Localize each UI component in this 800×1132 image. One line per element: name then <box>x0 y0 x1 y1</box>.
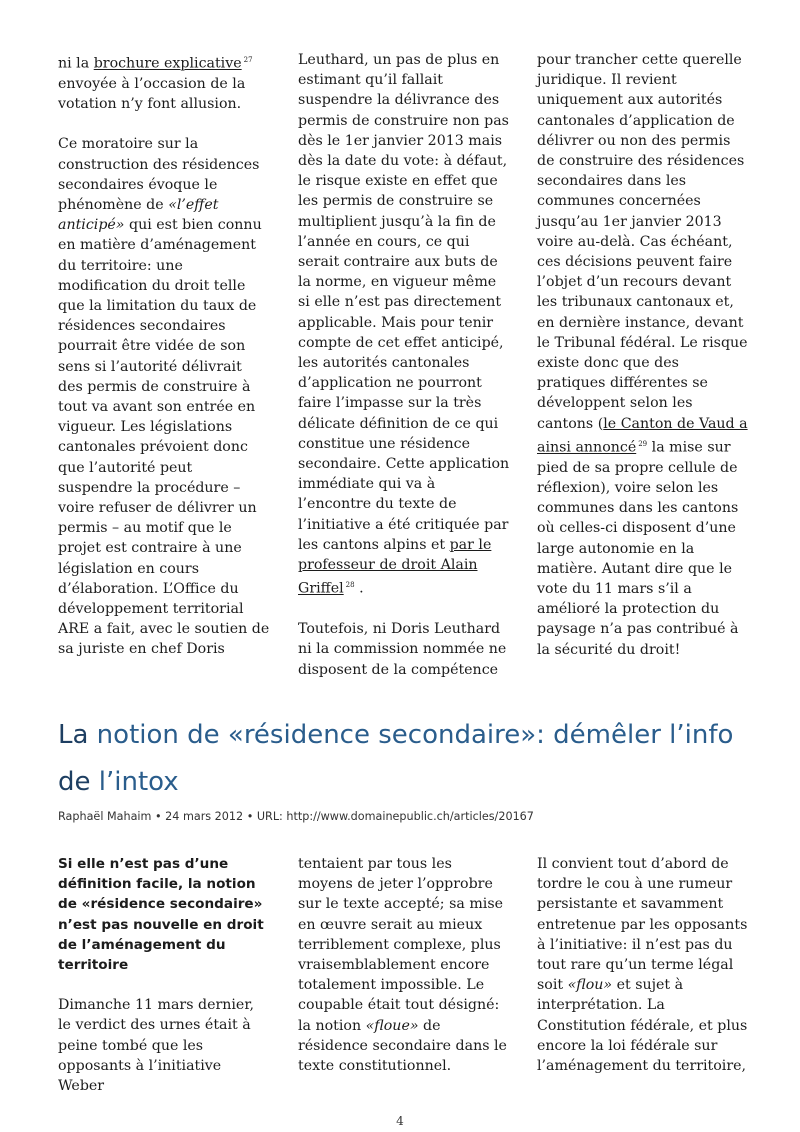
text: qui est bien connu en matière d’aménagement du territoire: une modification du droit telle que la limitation du taux de résidences secondaires pourrait être vidée de son sens si l’autorité délivrait des permis de construire à tout va avant son entrée en vigueur. Les législations cantonales prévoient donc que l’autorité peut suspendre la procédure – voire refuser de délivrer un permis – au motif que le projet est contraire à une législation en cours d’élaboration. L’Office du développement territorial ARE a fait, avec le soutien de sa juriste en chef Doris <box>58 217 270 658</box>
paragraph <box>58 50 270 114</box>
continued-column-2 <box>298 50 510 680</box>
article-title <box>58 712 758 806</box>
text: Ce moratoire sur la construction des résidences secondaires évoque le phénomène de <box>58 136 260 213</box>
text: Leuthard, un pas de plus en estimant qu’il fallait suspendre la délivrance des permis de construire non pas dès le 1er janvier 2013 mais dès la date du vote: à défaut, le risque existe en effet que les permis de construire se multiplient jusqu’à la fin de l’année en cours, ce qui serait contraire aux buts de la norme, en vigueur même si elle n’est pas directement applicable. Mais pour tenir compte de cet effet anticipé, les autorités cantonales d’application ne pourront faire l’impasse sur la très délicate définition de ce qui constitue une résidence secondaire. Cette application immédiate qui va à l’encontre du texte de l’initiative a été critiquée par les cantons alpins et <box>298 52 510 553</box>
text: pour trancher cette querelle juridique. Il revient uniquement aux autorités cantonales d’application de délivrer ou non des permis de construire des résidences secondaires dans les communes concernées jusqu’au 1er janvier 2013 voire au-delà. Cas échéant, ces décisions peuvent faire l’objet d’un recours devant les tribunaux cantonaux et, en dernière instance, devant le Tribunal fédéral. Le risque existe donc que des pratiques différentes se développent selon les cantons ( <box>537 52 748 432</box>
article-meta: Raphaël Mahaim • 24 mars 2012 • URL: http://www.domainepublic.ch/articles/20167 <box>58 810 534 823</box>
footnote-ref-28[interactable]: 28 <box>345 581 355 590</box>
paragraph <box>298 854 510 1076</box>
text: Il convient tout d’abord de tordre le cou à une rumeur persistante et savamment entretenue par les opposants à l’initiative: il n’est pas du tout rare qu’un terme légal soit <box>537 856 748 994</box>
paragraph: Dimanche 11 mars dernier, le verdict des urnes était à peine tombé que les opposants à l’initiative Weber <box>58 997 255 1095</box>
article-column-3 <box>537 854 749 1076</box>
brochure-explicative-link[interactable]: brochure explicative <box>93 55 242 72</box>
title-part: La <box>58 720 89 750</box>
title-part: notion de «résidence secondaire»: démêler l’info <box>88 720 734 750</box>
professeur-griffel-link[interactable]: par le professeur de droit Alain Griffel <box>298 536 492 598</box>
text: de résidence secondaire dans le texte constitutionnel. <box>298 1017 507 1075</box>
page-number: 4 <box>396 1114 404 1128</box>
continued-column-1 <box>58 50 270 660</box>
paragraph <box>537 50 749 660</box>
emphasis: «l’effet anticipé» <box>58 196 219 234</box>
paragraph <box>298 50 510 599</box>
article-lead: Si elle n’est pas d’une définition facile, la notion de «résidence secondaire» n’est pas nouvelle en droit de l’aménagement du territoire <box>58 856 264 974</box>
title-part: de <box>58 767 91 797</box>
emphasis: «floue» <box>365 1017 419 1034</box>
text: et sujet à interprétation. La Constitution fédérale, et plus encore la loi fédérale sur l’aménagement du territoire, <box>537 977 748 1075</box>
text: . <box>354 581 364 598</box>
footnote-ref-29[interactable]: 29 <box>638 439 648 448</box>
paragraph <box>58 134 270 659</box>
text: tentaient par tous les moyens de jeter l’opprobre sur le texte accepté; sa mise en œuvre serait au mieux terriblement complexe, plus vraisemblablement encore totalement impossible. Le coupable était tout désigné: la notion <box>298 856 503 1034</box>
canton-vaud-link[interactable]: le Canton de Vaud a ainsi annoncé <box>537 415 748 456</box>
text: envoyée à l’occasion de la votation n’y font allusion. <box>58 75 246 113</box>
footnote-ref-27[interactable]: 27 <box>243 56 253 64</box>
article-column-2 <box>298 854 510 1076</box>
emphasis: «flou» <box>567 977 613 994</box>
article-column-1 <box>58 854 270 1096</box>
paragraph: Toutefois, ni Doris Leuthard ni la commission nommée ne disposent de la compétence <box>298 621 507 678</box>
text: ni la <box>58 55 94 72</box>
text: la mise sur pied de sa propre cellule de réflexion), voire selon les communes dans les cantons où celles-ci disposent d’une large autonomie en la matière. Autant dire que le vote du 11 mars s’il a amélioré la protection du paysage n’a pas contribué à la sécurité du droit! <box>537 439 739 658</box>
title-part: l’intox <box>90 767 179 797</box>
continued-column-3 <box>537 50 749 660</box>
paragraph <box>537 854 749 1076</box>
